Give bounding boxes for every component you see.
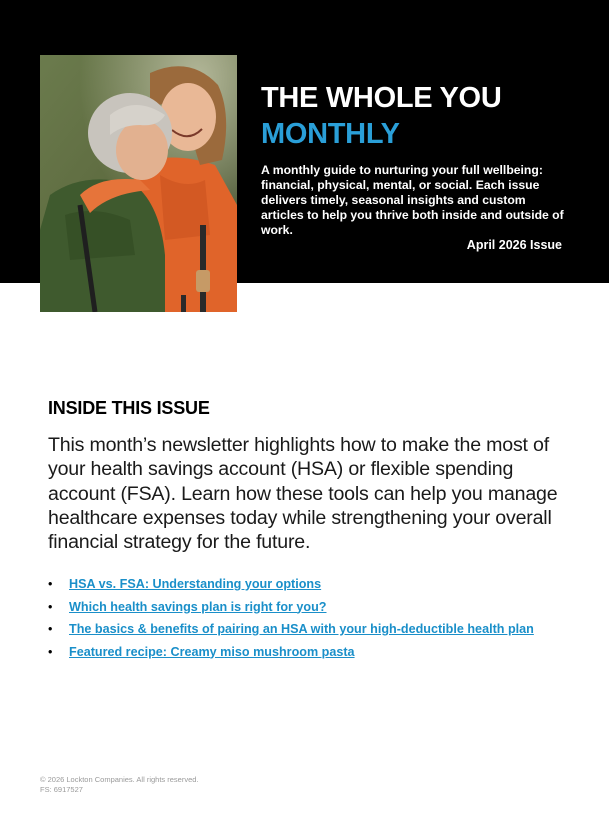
list-item bbox=[48, 643, 588, 666]
copyright-text: © 2026 Lockton Companies. All rights reserved. bbox=[40, 775, 199, 784]
list-item bbox=[48, 598, 588, 621]
hero-banner bbox=[0, 0, 609, 283]
list-item bbox=[48, 575, 588, 598]
issue-intro-paragraph: This month’s newsletter highlights how to make the most of your health savings account (HSA) or flexible spending account (FSA). Learn how these tools can help you manage healthcare expenses today while strengthening your overall financial strategy for the future. bbox=[48, 434, 558, 554]
bullet-icon: • bbox=[48, 622, 53, 636]
issue-date: April 2026 Issue bbox=[466, 238, 562, 252]
document-code: FS: 6917527 bbox=[40, 785, 83, 794]
article-link-list bbox=[48, 575, 588, 665]
footer bbox=[40, 775, 199, 795]
list-item bbox=[48, 620, 588, 643]
newsletter-description: A monthly guide to nurturing your full wellbeing: financial, physical, mental, or social. Each issue delivers timely, seasonal insights and custom articles to help you thrive both inside and outside of work. bbox=[261, 163, 564, 237]
bullet-icon: • bbox=[48, 599, 53, 614]
newsletter-title: THE WHOLE YOU bbox=[261, 82, 502, 114]
article-link-which-plan[interactable]: Which health savings plan is right for you? bbox=[69, 599, 327, 614]
hero-photo-two-women-hiking bbox=[40, 55, 237, 312]
inside-issue-heading: INSIDE THIS ISSUE bbox=[48, 398, 210, 418]
article-link-featured-recipe[interactable]: Featured recipe: Creamy miso mushroom pasta bbox=[69, 644, 355, 659]
bullet-icon: • bbox=[48, 577, 53, 591]
article-link-hsa-hdhp-basics[interactable]: The basics & benefits of pairing an HSA with your high-deductible health plan bbox=[69, 622, 534, 636]
article-link-hsa-vs-fsa[interactable]: HSA vs. FSA: Understanding your options bbox=[69, 577, 322, 591]
bullet-icon: • bbox=[48, 644, 53, 659]
newsletter-title-accent: MONTHLY bbox=[261, 118, 400, 150]
